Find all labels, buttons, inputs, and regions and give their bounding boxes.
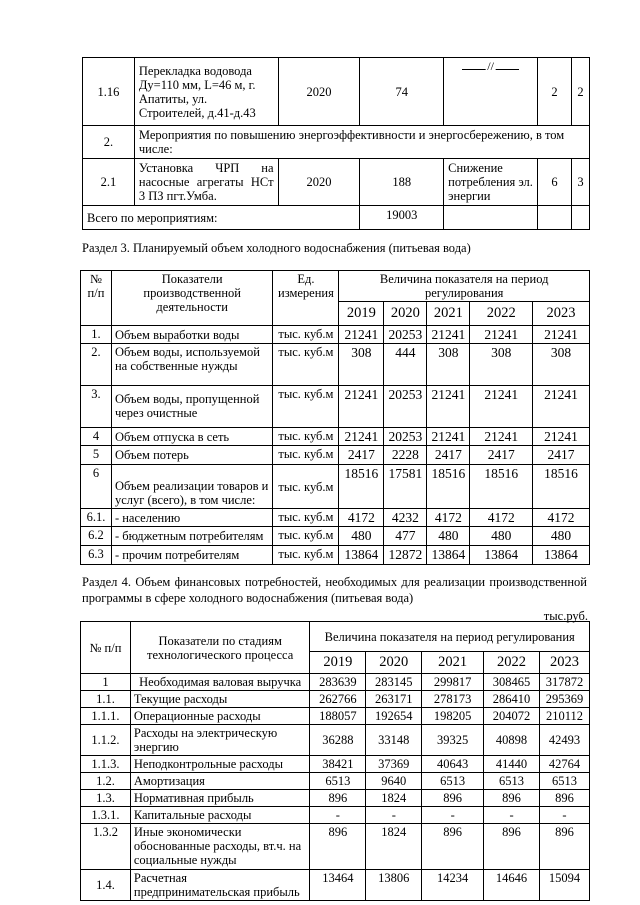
measure-note: Снижение потребления эл. энергии xyxy=(444,159,538,206)
unit-cell: тыс. куб.м xyxy=(273,386,339,428)
year-header: 2022 xyxy=(470,302,533,326)
value-cell: 4172 xyxy=(339,509,384,527)
indicator-name: Объем выработки воды xyxy=(111,326,272,344)
value-cell: 15094 xyxy=(540,870,590,901)
value-cell: 896 xyxy=(422,824,484,870)
unit-cell: тыс. куб.м xyxy=(273,527,339,546)
value-cell: 308465 xyxy=(484,674,540,691)
value-cell: 263171 xyxy=(366,691,422,708)
row-number: 1.4. xyxy=(81,870,131,901)
header-row xyxy=(81,271,590,302)
table-row xyxy=(81,824,590,870)
value-cell: 33148 xyxy=(366,725,422,756)
value-cell: 40898 xyxy=(484,725,540,756)
year-header: 2023 xyxy=(533,302,590,326)
value-cell: 480 xyxy=(427,527,470,546)
value-cell: 21241 xyxy=(339,386,384,428)
value-cell: 21241 xyxy=(533,326,590,344)
row-number: 6.1. xyxy=(81,509,112,527)
table-row xyxy=(81,691,590,708)
value-cell: 4172 xyxy=(427,509,470,527)
measure-cost: 74 xyxy=(360,58,444,126)
unit-cell: тыс. куб.м xyxy=(273,546,339,565)
value-cell: 20253 xyxy=(384,428,427,446)
value-cell: 40643 xyxy=(422,756,484,773)
value-cell: 13864 xyxy=(339,546,384,565)
table-row xyxy=(81,870,590,901)
col-indicator-header: Показатели производственной деятельности xyxy=(111,271,272,326)
col-indicator-header: Показатели по стадиям технологического процесса xyxy=(130,622,310,674)
value-cell: 262766 xyxy=(310,691,366,708)
unit-cell: тыс. куб.м xyxy=(273,344,339,386)
table-row xyxy=(81,708,590,725)
table-row xyxy=(81,527,590,546)
measure-col-b: 2 xyxy=(571,58,589,126)
indicator-name: Объем воды, пропущенной через очистные xyxy=(111,386,272,428)
value-cell: 2417 xyxy=(533,446,590,465)
value-cell: 13864 xyxy=(533,546,590,565)
value-cell: 317872 xyxy=(540,674,590,691)
indicator-name: Расходы на электрическую энергию xyxy=(130,725,310,756)
header-row xyxy=(81,622,590,652)
value-cell: 42764 xyxy=(540,756,590,773)
value-cell: 210112 xyxy=(540,708,590,725)
value-cell: 18516 xyxy=(470,465,533,509)
value-cell: 6513 xyxy=(422,773,484,790)
value-cell: 1824 xyxy=(366,824,422,870)
ditto-mark: // xyxy=(487,59,494,73)
row-number: 1.2. xyxy=(81,773,131,790)
value-cell: 286410 xyxy=(484,691,540,708)
value-cell: 896 xyxy=(310,790,366,807)
table-row xyxy=(81,807,590,824)
value-cell: 21241 xyxy=(470,386,533,428)
indicator-name: - населению xyxy=(111,509,272,527)
value-cell: 299817 xyxy=(422,674,484,691)
row-number: 1 xyxy=(81,674,131,691)
value-cell: 21241 xyxy=(470,326,533,344)
indicator-name: Иные экономически обоснованные расходы, вт.ч. на социальные нужды xyxy=(130,824,310,870)
row-number: 1. xyxy=(81,326,112,344)
value-cell: 308 xyxy=(470,344,533,386)
table-row xyxy=(81,326,590,344)
indicator-name: - бюджетным потребителям xyxy=(111,527,272,546)
table-row xyxy=(83,126,590,159)
value-cell: 12872 xyxy=(384,546,427,565)
value-cell: 308 xyxy=(427,344,470,386)
year-header: 2021 xyxy=(427,302,470,326)
table-row xyxy=(83,206,590,230)
financial-needs-table xyxy=(80,621,590,901)
value-cell: 20253 xyxy=(384,386,427,428)
value-cell: 480 xyxy=(339,527,384,546)
row-number: 1.1.3. xyxy=(81,756,131,773)
value-cell: 4172 xyxy=(470,509,533,527)
value-cell: 21241 xyxy=(339,428,384,446)
indicator-name: Объем потерь xyxy=(111,446,272,465)
row-number: 1.1.2. xyxy=(81,725,131,756)
value-cell: 6513 xyxy=(540,773,590,790)
row-number: 6.2 xyxy=(81,527,112,546)
indicator-name: Нормативная прибыль xyxy=(130,790,310,807)
value-cell: 896 xyxy=(540,790,590,807)
measure-col-b: 3 xyxy=(571,159,589,206)
indicator-name: Операционные расходы xyxy=(130,708,310,725)
value-cell: 896 xyxy=(422,790,484,807)
table-row xyxy=(81,756,590,773)
total-value: 19003 xyxy=(360,206,444,230)
value-cell: 896 xyxy=(484,824,540,870)
indicator-name: Неподконтрольные расходы xyxy=(130,756,310,773)
value-cell: 2228 xyxy=(384,446,427,465)
section3-caption: Раздел 3. Планируемый объем холодного водоснабжения (питьевая вода) xyxy=(82,241,471,255)
section4-caption: Раздел 4. Объем финансовых потребностей, необходимых для реализации производственной программы в сфере холодного водоснабжения (питьевая вода) xyxy=(82,575,587,605)
value-cell: 2417 xyxy=(427,446,470,465)
table-row xyxy=(81,386,590,428)
year-header: 2022 xyxy=(484,652,540,674)
period-header: Величина показателя на период регулирования xyxy=(310,622,590,652)
value-cell: 18516 xyxy=(533,465,590,509)
row-number: 2.1 xyxy=(83,159,135,206)
measures-table xyxy=(82,57,590,230)
table-row xyxy=(81,546,590,565)
unit-cell: тыс. куб.м xyxy=(273,465,339,509)
measure-col-a: 6 xyxy=(538,159,572,206)
value-cell: 480 xyxy=(533,527,590,546)
value-cell: 21241 xyxy=(470,428,533,446)
row-number: 1.1. xyxy=(81,691,131,708)
value-cell: 295369 xyxy=(540,691,590,708)
value-cell: 21241 xyxy=(427,326,470,344)
table-row xyxy=(81,446,590,465)
value-cell: 13864 xyxy=(427,546,470,565)
indicator-name: Текущие расходы xyxy=(130,691,310,708)
year-header: 2019 xyxy=(339,302,384,326)
value-cell: 38421 xyxy=(310,756,366,773)
measure-group-text: Мероприятия по повышению энергоэффективности и энергосбережению, в том числе: xyxy=(134,126,589,159)
value-cell: 39325 xyxy=(422,725,484,756)
table-row xyxy=(81,674,590,691)
table-row xyxy=(83,159,590,206)
value-cell: 283639 xyxy=(310,674,366,691)
units-note: тыс.руб. xyxy=(543,609,588,623)
indicator-name: Объем воды, используемой на собственные нужды xyxy=(111,344,272,386)
unit-cell: тыс. куб.м xyxy=(273,446,339,465)
value-cell: - xyxy=(540,807,590,824)
value-cell: - xyxy=(310,807,366,824)
row-number: 1.16 xyxy=(83,58,135,126)
value-cell: 21241 xyxy=(427,428,470,446)
col-num-header: № п/п xyxy=(81,622,131,674)
year-header: 2020 xyxy=(384,302,427,326)
indicator-name: Объем реализации товаров и услуг (всего), в том числе: xyxy=(111,465,272,509)
total-label: Всего по мероприятиям: xyxy=(83,206,360,230)
measure-text: Перекладка водовода Ду=110 мм, L=46 м, г. Апатиты, ул. Строителей, д.41-д.43 xyxy=(134,58,278,126)
value-cell: 4172 xyxy=(533,509,590,527)
col-num-header: № п/п xyxy=(81,271,112,326)
unit-cell: тыс. куб.м xyxy=(273,326,339,344)
value-cell: 308 xyxy=(533,344,590,386)
unit-cell: тыс. куб.м xyxy=(273,509,339,527)
value-cell: 42493 xyxy=(540,725,590,756)
value-cell: 444 xyxy=(384,344,427,386)
table-row xyxy=(81,344,590,386)
value-cell: 896 xyxy=(484,790,540,807)
value-cell: 192654 xyxy=(366,708,422,725)
indicator-name: Необходимая валовая выручка xyxy=(130,674,310,691)
indicator-name: Расчетная предпринимательская прибыль xyxy=(130,870,310,901)
value-cell: 20253 xyxy=(384,326,427,344)
measure-col-a: 2 xyxy=(538,58,572,126)
indicator-name: Объем отпуска в сеть xyxy=(111,428,272,446)
value-cell: 2417 xyxy=(339,446,384,465)
value-cell: 21241 xyxy=(533,428,590,446)
value-cell: 480 xyxy=(470,527,533,546)
table-row xyxy=(81,465,590,509)
value-cell: 18516 xyxy=(339,465,384,509)
measure-year: 2020 xyxy=(278,58,360,126)
year-header: 2020 xyxy=(366,652,422,674)
value-cell: 37369 xyxy=(366,756,422,773)
measure-note xyxy=(444,58,538,126)
table-row xyxy=(81,790,590,807)
value-cell: 14646 xyxy=(484,870,540,901)
row-number: 4 xyxy=(81,428,112,446)
unit-cell: тыс. куб.м xyxy=(273,428,339,446)
year-header: 2021 xyxy=(422,652,484,674)
indicator-name: Капитальные расходы xyxy=(130,807,310,824)
value-cell: 204072 xyxy=(484,708,540,725)
row-number: 2. xyxy=(81,344,112,386)
value-cell: 41440 xyxy=(484,756,540,773)
measure-cost: 188 xyxy=(360,159,444,206)
row-number: 2. xyxy=(83,126,135,159)
value-cell: 36288 xyxy=(310,725,366,756)
value-cell: 14234 xyxy=(422,870,484,901)
value-cell: 17581 xyxy=(384,465,427,509)
indicator-name: Амортизация xyxy=(130,773,310,790)
value-cell: 198205 xyxy=(422,708,484,725)
value-cell: 2417 xyxy=(470,446,533,465)
value-cell: 896 xyxy=(310,824,366,870)
value-cell: - xyxy=(422,807,484,824)
table-row xyxy=(83,58,590,126)
value-cell: 13864 xyxy=(470,546,533,565)
table-row xyxy=(81,725,590,756)
value-cell: 1824 xyxy=(366,790,422,807)
row-number: 6 xyxy=(81,465,112,509)
value-cell: 18516 xyxy=(427,465,470,509)
value-cell: 13806 xyxy=(366,870,422,901)
measure-year: 2020 xyxy=(278,159,360,206)
row-number: 3. xyxy=(81,386,112,428)
value-cell: 9640 xyxy=(366,773,422,790)
indicator-name: - прочим потребителям xyxy=(111,546,272,565)
year-header: 2019 xyxy=(310,652,366,674)
value-cell: 4232 xyxy=(384,509,427,527)
value-cell: 21241 xyxy=(339,326,384,344)
table-row xyxy=(81,509,590,527)
measure-text: Установка ЧРП на насосные агрегаты НСт 3 ПЗ пгт.Умба. xyxy=(134,159,278,206)
table-row xyxy=(81,773,590,790)
row-number: 6.3 xyxy=(81,546,112,565)
row-number: 1.3.2 xyxy=(81,824,131,870)
value-cell: 283145 xyxy=(366,674,422,691)
row-number: 1.3. xyxy=(81,790,131,807)
value-cell: 896 xyxy=(540,824,590,870)
row-number: 1.1.1. xyxy=(81,708,131,725)
value-cell: 308 xyxy=(339,344,384,386)
value-cell: 21241 xyxy=(427,386,470,428)
water-volume-table xyxy=(80,270,590,565)
table-row xyxy=(81,428,590,446)
value-cell: 21241 xyxy=(533,386,590,428)
value-cell: 278173 xyxy=(422,691,484,708)
value-cell: - xyxy=(484,807,540,824)
value-cell: 13464 xyxy=(310,870,366,901)
period-header: Величина показателя на период регулирования xyxy=(339,271,590,302)
row-number: 5 xyxy=(81,446,112,465)
year-header: 2023 xyxy=(540,652,590,674)
value-cell: 477 xyxy=(384,527,427,546)
row-number: 1.3.1. xyxy=(81,807,131,824)
col-unit-header: Ед. измерения xyxy=(273,271,339,326)
value-cell: - xyxy=(366,807,422,824)
value-cell: 188057 xyxy=(310,708,366,725)
value-cell: 6513 xyxy=(310,773,366,790)
value-cell: 6513 xyxy=(484,773,540,790)
